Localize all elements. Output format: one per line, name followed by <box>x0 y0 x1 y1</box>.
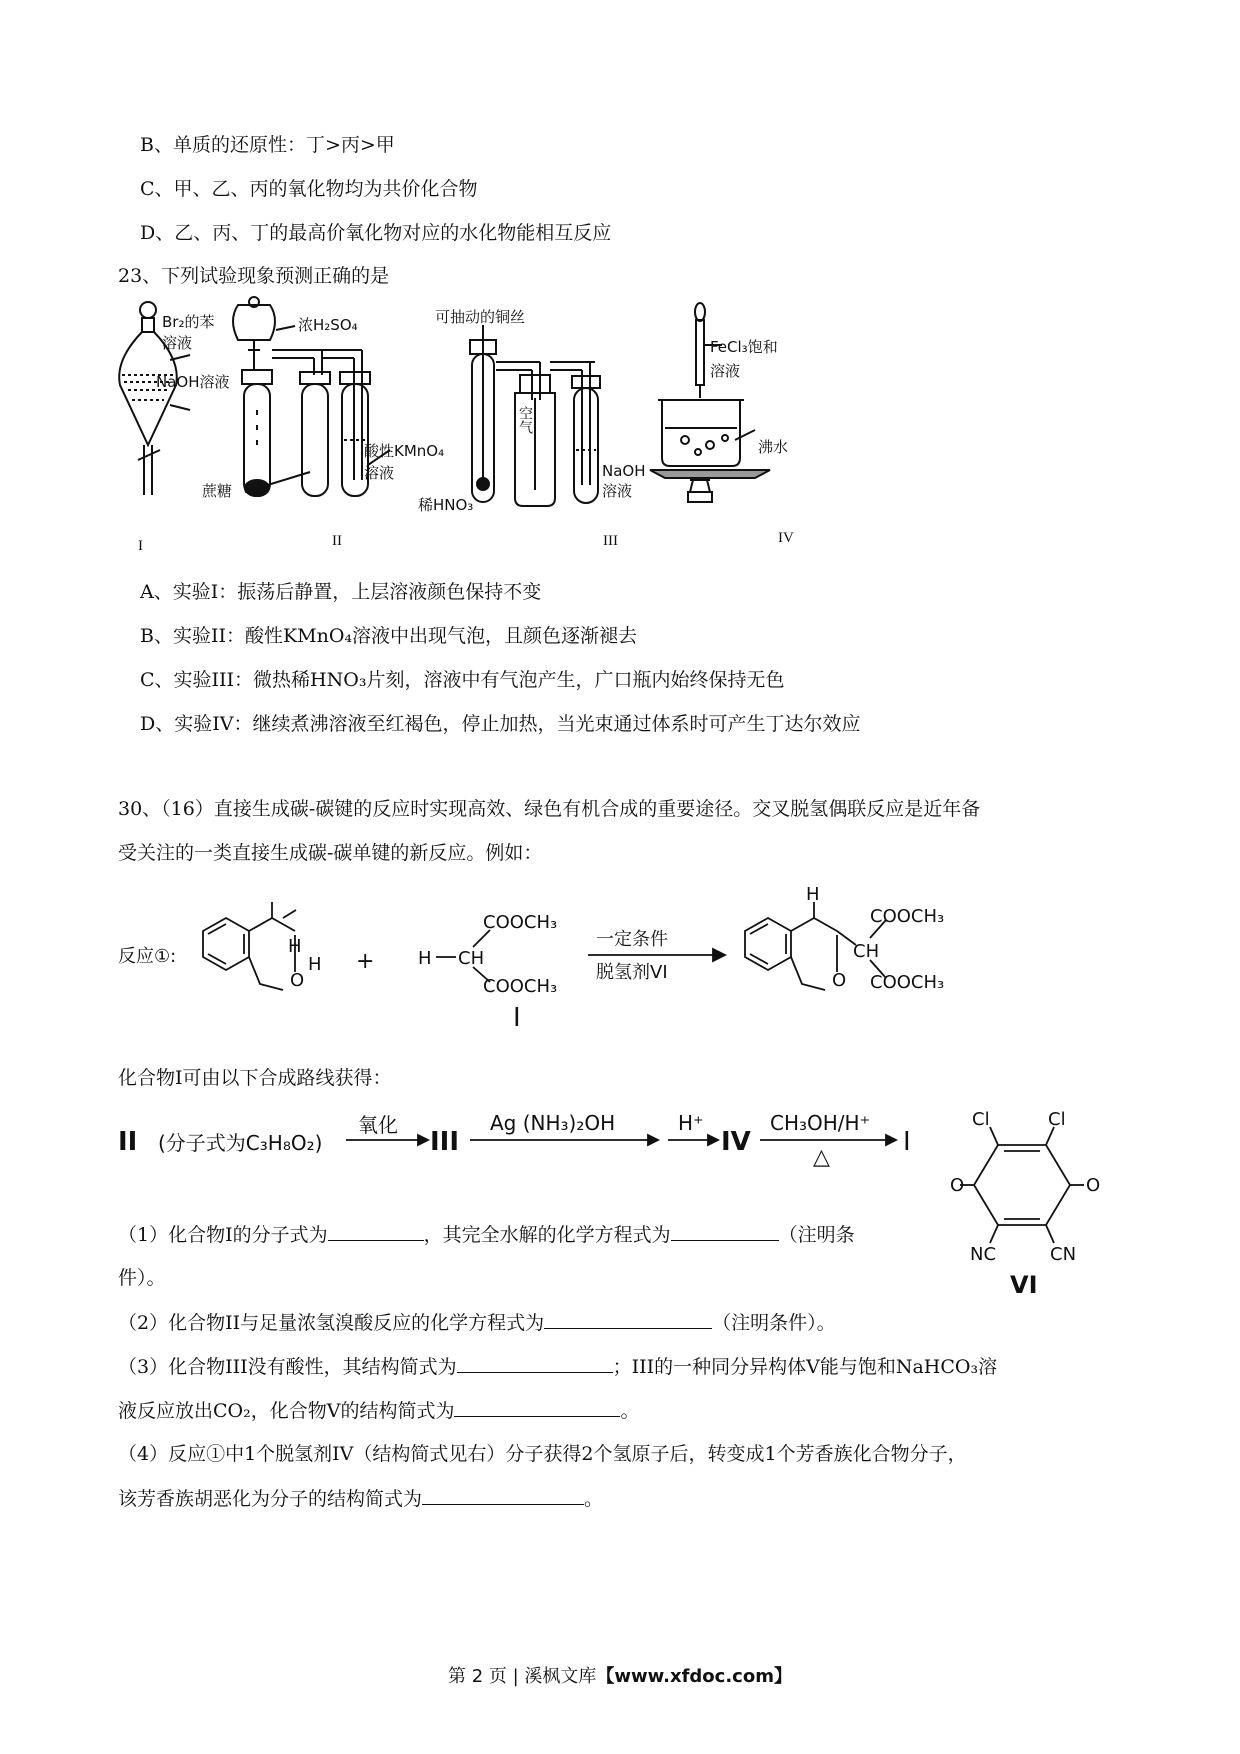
footer-page-info: 第 2 页 | 溪枫文库 <box>448 1666 597 1687</box>
answer-blank-4[interactable] <box>457 1354 613 1373</box>
label-solution-3: 溶液 <box>602 482 633 500</box>
q30-stem-line2: 受关注的一类直接生成碳-碳单键的新反应。例如： <box>118 842 543 864</box>
ch-group: CH <box>853 941 880 962</box>
q23-apparatus-figure <box>110 300 930 560</box>
plus-sign: + <box>356 949 375 974</box>
apparatus-label-iv: IV <box>778 530 794 546</box>
compound-i: I <box>903 1127 911 1157</box>
synthesis-route <box>118 1100 938 1170</box>
subq3-line1: （3）化合物III没有酸性，其结构简式为 ；III的一种同分异构体V能与饱和NaHCO₃溶 <box>118 1356 998 1378</box>
atom-o: O <box>290 970 305 991</box>
step-oxidation: 氧化 <box>358 1113 398 1137</box>
subq1-line2: 件）。 <box>118 1267 166 1289</box>
answer-blank-6[interactable] <box>422 1486 584 1505</box>
heat-symbol: △ <box>813 1145 830 1170</box>
q30-stem-line1: 30、（16）直接生成碳-碳键的反应时实现高效、绿色有机合成的重要途径。交叉脱氢偶联反应是近年备 <box>118 798 981 820</box>
ester-group-bottom: COOCH₃ <box>483 976 558 997</box>
label-naoh: NaOH <box>602 462 646 480</box>
label-fecl3-saturated: FeCl₃饱和 <box>710 338 778 356</box>
label-solution-4: 溶液 <box>710 362 741 380</box>
page-footer <box>0 1662 1240 1688</box>
atom-o: O <box>950 1175 965 1196</box>
label-sucrose: 蔗糖 <box>202 482 233 500</box>
answer-blank-1[interactable] <box>328 1222 424 1241</box>
q23-option-c: C、实验III：微热稀HNO₃片刻，溶液中有气泡产生，广口瓶内始终保持无色 <box>140 669 785 691</box>
ester-group-top: COOCH₃ <box>483 912 558 933</box>
footer-site-link[interactable]: 【www.xfdoc.com】 <box>596 1666 792 1687</box>
q22-option-c: C、甲、乙、丙的氧化物均为共价化合物 <box>140 178 478 200</box>
step-tollens-reagent: Ag (NH₃)₂OH <box>490 1111 616 1135</box>
reaction-condition-1: 一定条件 <box>596 929 668 950</box>
reaction-1-scheme <box>118 884 978 1040</box>
subq4-line2: 该芳香族胡恶化为分子的结构简式为 。 <box>118 1488 604 1510</box>
apparatus-label-ii: II <box>332 533 342 549</box>
label-conc-h2so4: 浓H₂SO₄ <box>298 316 358 334</box>
reaction-1-label: 反应①: <box>118 946 177 967</box>
ch-group: CH <box>458 948 485 969</box>
q23-option-a: A、实验I：振荡后静置，上层溶液颜色保持不变 <box>140 581 542 603</box>
reaction-condition-2: 脱氢剂VI <box>596 962 668 983</box>
ester-group-top: COOCH₃ <box>870 906 945 927</box>
answer-blank-5[interactable] <box>454 1398 620 1417</box>
label-boiling-water: 沸水 <box>758 438 789 456</box>
q22-option-b: B、单质的还原性：丁>丙>甲 <box>140 134 395 156</box>
label-solution-2: 溶液 <box>364 464 395 482</box>
compound-iv: IV <box>721 1127 751 1157</box>
step-methanol-acid: CH₃OH/H⁺ <box>770 1111 871 1135</box>
compound-ii-formula: (分子式为C₃H₈O₂) <box>158 1131 323 1155</box>
compound-ii: II <box>118 1127 138 1157</box>
q23-option-b: B、实验II：酸性KMnO₄溶液中出现气泡，且颜色逐渐褪去 <box>140 625 638 647</box>
q23-stem: 23、下列试验现象预测正确的是 <box>118 265 390 287</box>
label-acidic-kmno4: 酸性KMnO₄ <box>364 442 445 460</box>
apparatus-label-i: I <box>138 538 143 554</box>
compound-i-label: I <box>513 1003 521 1033</box>
atom-cl: Cl <box>972 1109 990 1130</box>
compound-iii: III <box>430 1127 460 1157</box>
q23-option-d: D、实验IV：继续煮沸溶液至红褐色，停止加热，当光束通过体系时可产生丁达尔效应 <box>140 713 861 735</box>
ester-group-bottom: COOCH₃ <box>870 972 945 993</box>
label-solution-1: 溶液 <box>162 334 193 352</box>
subq3-line2: 液反应放出CO₂，化合物V的结构简式为 。 <box>118 1400 640 1422</box>
subq2: （2）化合物II与足量浓氢溴酸反应的化学方程式为 （注明条件）。 <box>118 1312 836 1334</box>
atom-h: H <box>288 936 302 957</box>
atom-h: H <box>806 884 820 905</box>
label-br2-benzene: Br₂的苯 <box>162 313 215 331</box>
label-air: 空气 <box>517 406 533 434</box>
q22-option-d: D、乙、丙、丁的最高价氧化物对应的水化物能相互反应 <box>140 222 612 244</box>
atom-cl: Cl <box>1048 1109 1066 1130</box>
answer-blank-3[interactable] <box>544 1310 712 1329</box>
label-copper-wire: 可抽动的铜丝 <box>435 308 526 326</box>
atom-h: H <box>418 948 432 969</box>
nitrile-nc: NC <box>970 1244 997 1265</box>
label-dilute-hno3: 稀HNO₃ <box>418 496 474 514</box>
route-intro: 化合物I可由以下合成路线获得： <box>118 1067 392 1089</box>
atom-h: H <box>308 954 322 975</box>
compound-vi-structure <box>950 1105 1120 1305</box>
answer-blank-2[interactable] <box>671 1222 779 1241</box>
step-acid: H⁺ <box>678 1111 704 1135</box>
apparatus-label-iii: III <box>603 533 618 549</box>
atom-o: O <box>1086 1175 1101 1196</box>
compound-vi-label: VI <box>1010 1271 1038 1299</box>
subq4-line1: （4）反应①中1个脱氢剂IV（结构简式见右）分子获得2个氢原子后，转变成1个芳香族化合物分子， <box>118 1443 967 1465</box>
nitrile-cn: CN <box>1050 1244 1077 1265</box>
atom-o: O <box>832 970 847 991</box>
subq1-line1: （1）化合物I的分子式为 ，其完全水解的化学方程式为 （注明条 <box>118 1224 855 1246</box>
label-naoh-solution: NaOH溶液 <box>156 373 230 391</box>
